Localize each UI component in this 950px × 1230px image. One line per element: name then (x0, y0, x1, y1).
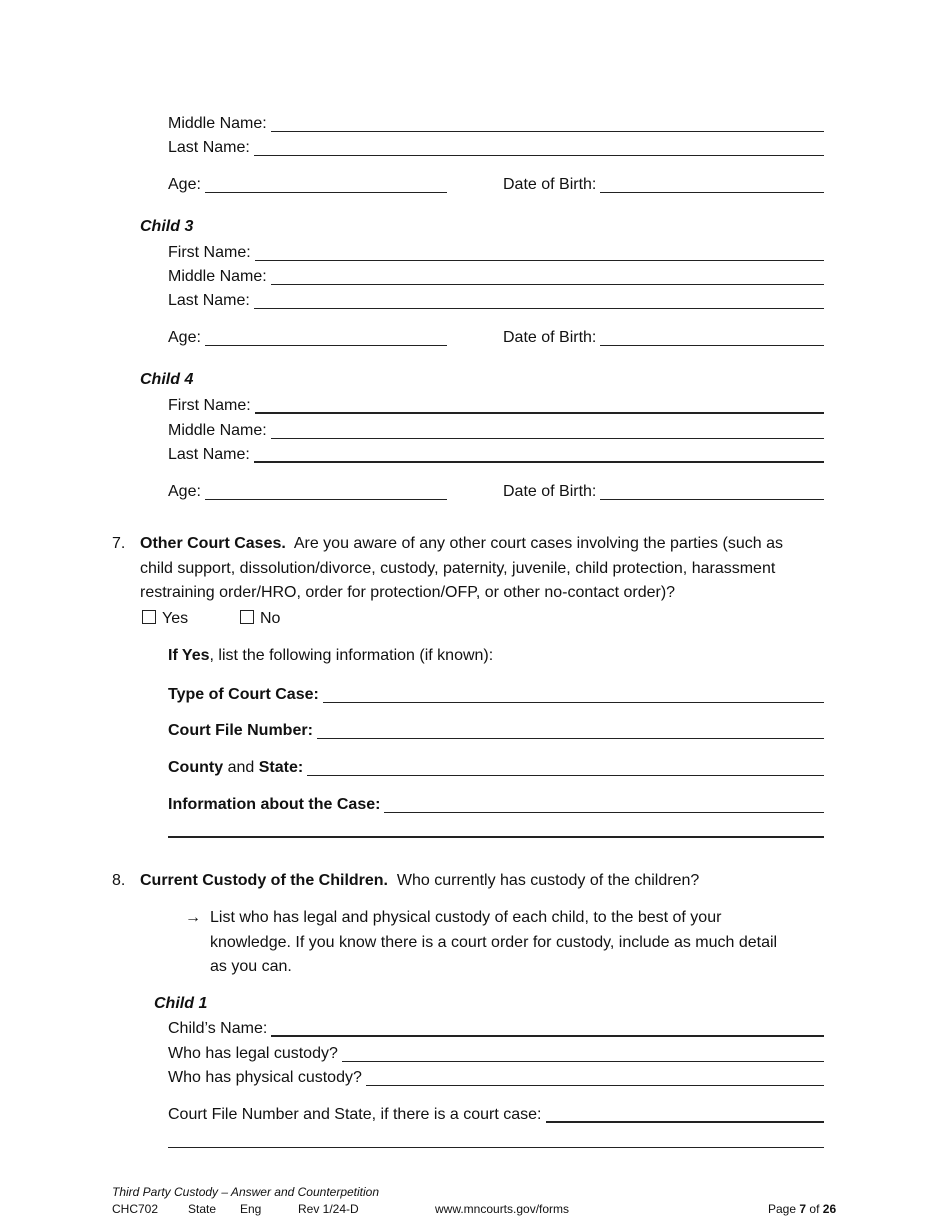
child4-first-name-field[interactable] (255, 396, 824, 414)
child2-last-name-row (168, 138, 824, 158)
county-bold: County (168, 759, 224, 776)
county-state-field[interactable] (307, 759, 824, 776)
field-label: Type of Court Case: (168, 686, 319, 703)
footer-language: Eng (240, 1202, 262, 1216)
child3-first-name-row (168, 243, 824, 263)
physical-custody-row (168, 1068, 824, 1088)
type-of-court-case-field[interactable] (323, 686, 824, 703)
field-label: Age: (168, 483, 201, 500)
field-label: Court File Number: (168, 722, 313, 739)
county-state-row (168, 758, 824, 778)
childs-name-row (168, 1019, 824, 1039)
page-current: 7 (799, 1202, 807, 1216)
section8-question: Who currently has custody of the children? (396, 872, 700, 889)
child4-middle-name-field[interactable] (271, 422, 824, 439)
field-label: Court File Number and State, if there is a court case: (168, 1106, 542, 1123)
section7-question (140, 532, 840, 606)
case-info-continuation-line[interactable] (168, 836, 824, 838)
section8-instruction (210, 906, 840, 980)
yes-checkbox[interactable] (142, 610, 156, 624)
page-prefix: Page (768, 1202, 797, 1216)
instruction-line2: knowledge. If you know there is a court order for custody, include as much detail (210, 933, 778, 951)
section8-child1-heading: Child 1 (154, 995, 208, 1012)
field-label: Date of Birth: (503, 329, 597, 346)
type-of-court-case-row (168, 685, 824, 705)
child4-middle-name-row (168, 421, 824, 441)
child4-last-name-field[interactable] (254, 445, 824, 463)
child3-age-row (168, 328, 447, 348)
child2-dob-row (503, 175, 824, 195)
child2-middle-name-row (168, 114, 824, 134)
page-of: of (809, 1202, 820, 1216)
no-checkbox[interactable] (240, 610, 254, 624)
field-label (168, 758, 307, 778)
footer-form-code: CHC702 (112, 1202, 159, 1216)
instruction-line3: as you can. (210, 958, 292, 975)
field-label: Date of Birth: (503, 176, 597, 193)
section7-no-option[interactable] (240, 610, 280, 628)
child4-dob-row (503, 482, 824, 502)
legal-custody-field[interactable] (342, 1045, 824, 1062)
field-label: Last Name: (168, 139, 250, 156)
footer-url-link[interactable]: www.mncourts.gov/forms (435, 1202, 570, 1216)
and-text: and (227, 759, 255, 776)
field-label: Last Name: (168, 292, 250, 309)
arrow-icon: → (185, 909, 201, 926)
if-yes-rest: , list the following information (if known): (209, 647, 494, 664)
field-label: Child’s Name: (168, 1020, 268, 1037)
court-file-number-row (168, 721, 824, 741)
section7-question-line3: restraining order/HRO, order for protection/OFP, or other no-contact order)? (140, 584, 676, 601)
field-label: Date of Birth: (503, 483, 597, 500)
instruction-line1: List who has legal and physical custody of each child, to the best of your (210, 909, 722, 926)
child3-last-name-field[interactable] (254, 292, 824, 309)
field-label: Middle Name: (168, 268, 267, 285)
footer-form-title: Third Party Custody – Answer and Counterpetition (112, 1185, 380, 1199)
court-file-state-row (168, 1105, 824, 1125)
section7-title: Other Court Cases. (140, 535, 286, 552)
child3-dob-field[interactable] (600, 329, 824, 346)
child3-middle-name-field[interactable] (271, 268, 824, 285)
child3-first-name-field[interactable] (255, 244, 824, 261)
if-yes-bold: If Yes (168, 647, 210, 664)
child4-first-name-row (168, 396, 824, 416)
section8-heading (140, 872, 699, 890)
child3-middle-name-row (168, 267, 824, 287)
child2-last-name-field[interactable] (254, 139, 824, 156)
case-info-field[interactable] (384, 796, 824, 813)
court-file-number-field[interactable] (317, 722, 824, 739)
field-label: Information about the Case: (168, 796, 381, 813)
child2-dob-field[interactable] (600, 176, 824, 193)
field-label: Middle Name: (168, 115, 267, 132)
child2-middle-name-field[interactable] (271, 115, 824, 132)
childs-name-field[interactable] (271, 1019, 824, 1037)
physical-custody-field[interactable] (366, 1069, 824, 1086)
section7-line1 (140, 532, 840, 557)
field-label: Last Name: (168, 446, 250, 463)
field-label: Age: (168, 329, 201, 346)
page-total: 26 (822, 1202, 837, 1216)
section8-number: 8. (112, 872, 126, 889)
child4-heading: Child 4 (140, 371, 194, 388)
field-label: First Name: (168, 244, 251, 261)
field-label: First Name: (168, 397, 251, 414)
field-label: Middle Name: (168, 422, 267, 439)
child3-last-name-row (168, 291, 824, 311)
child4-age-field[interactable] (205, 483, 447, 500)
case-info-row (168, 795, 824, 815)
state-bold: State: (258, 759, 304, 776)
court-file-continuation-line[interactable] (168, 1147, 824, 1148)
field-label: Who has physical custody? (168, 1069, 362, 1086)
footer-state: State (188, 1202, 217, 1216)
child4-age-row (168, 482, 447, 502)
section7-question-line2: child support, dissolution/divorce, custody, paternity, juvenile, child protection, harassment (140, 559, 776, 577)
child3-age-field[interactable] (205, 329, 447, 346)
court-file-state-field[interactable] (546, 1105, 825, 1123)
legal-custody-row (168, 1044, 824, 1064)
section7-question-line1: Are you aware of any other court cases involving the parties (such as (293, 535, 783, 552)
footer-revision: Rev 1/24-D (298, 1202, 359, 1216)
no-label: No (260, 610, 281, 627)
child2-age-field[interactable] (205, 176, 447, 193)
if-yes-instruction (168, 647, 493, 665)
child2-age-row (168, 175, 447, 195)
yes-label: Yes (162, 610, 189, 627)
child3-dob-row (503, 328, 824, 348)
child3-heading: Child 3 (140, 218, 194, 235)
child4-dob-field[interactable] (600, 483, 824, 500)
child4-last-name-row (168, 445, 824, 465)
section7-yes-option[interactable] (142, 610, 188, 628)
footer-page-number (768, 1202, 836, 1216)
field-label: Who has legal custody? (168, 1045, 338, 1062)
field-label: Age: (168, 176, 201, 193)
section7-number: 7. (112, 535, 126, 552)
section8-title: Current Custody of the Children. (140, 872, 388, 889)
